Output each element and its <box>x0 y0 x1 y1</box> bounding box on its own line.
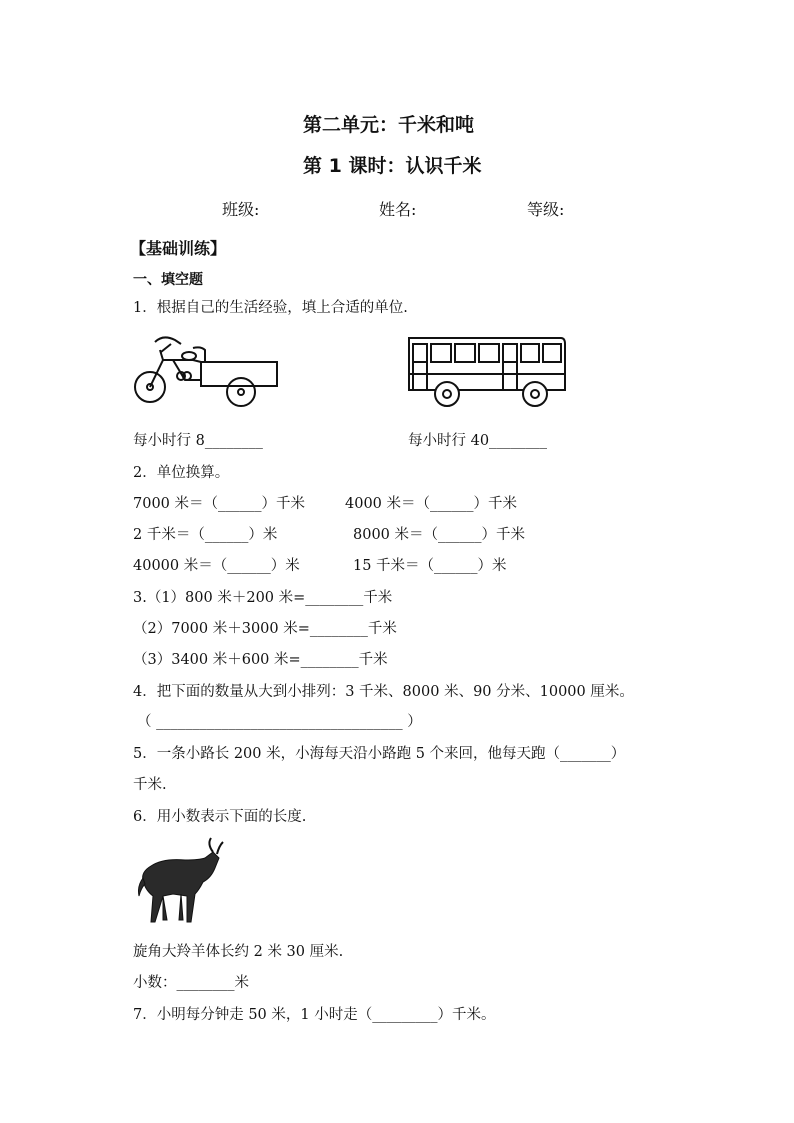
q2-item-6: 15 千米＝（______）米 <box>353 558 507 574</box>
subsection-title: 一、填空题 <box>133 272 203 288</box>
section-title: 【基础训练】 <box>130 239 227 258</box>
q2-item-4: 8000 米＝（______）千米 <box>353 527 526 543</box>
antelope-image <box>133 838 228 924</box>
q3-line-2: （2）7000 米＋3000 米=________千米 <box>133 621 397 637</box>
grade-label: 等级: <box>527 200 565 219</box>
question-7: 7．小明每分钟走 50 米，1 小时走（_________）千米。 <box>133 1007 496 1023</box>
q5-line-2: 千米. <box>133 777 167 793</box>
lesson-title: 第 1 课时：认识千米 <box>303 155 482 177</box>
tricycle-image <box>133 332 283 412</box>
q1-right-caption: 每小时行 40________ <box>408 433 548 449</box>
q1-left-caption: 每小时行 8________ <box>133 433 263 449</box>
bus-image <box>407 334 567 410</box>
question-4: 4．把下面的数量从大到小排列：3 千米、8000 米、90 分米、10000 厘米。 <box>133 684 634 700</box>
question-2: 2．单位换算。 <box>133 465 230 481</box>
q2-item-1: 7000 米＝（______）千米 <box>133 496 306 512</box>
class-label: 班级: <box>222 200 260 219</box>
q6-answer: 小数：________米 <box>133 975 249 991</box>
q3-line-1: 3.（1）800 米＋200 米=________千米 <box>133 590 393 606</box>
q2-item-2: 4000 米＝（______）千米 <box>345 496 518 512</box>
q2-item-3: 2 千米＝（______）米 <box>133 527 278 543</box>
q6-caption: 旋角大羚羊体长约 2 米 30 厘米. <box>133 944 344 960</box>
q2-item-5: 40000 米＝（______）米 <box>133 558 300 574</box>
question-1: 1．根据自己的生活经验，填上合适的单位. <box>133 300 408 316</box>
unit-title: 第二单元：千米和吨 <box>303 114 475 136</box>
name-label: 姓名: <box>379 200 417 219</box>
q4-answer-blank: （ __________________________________ ） <box>137 714 422 730</box>
q3-line-3: （3）3400 米＋600 米=________千米 <box>133 652 388 668</box>
q5-line-1: 5．一条小路长 200 米，小海每天沿小路跑 5 个来回，他每天跑（_______） <box>133 746 626 762</box>
question-6: 6．用小数表示下面的长度. <box>133 809 307 825</box>
